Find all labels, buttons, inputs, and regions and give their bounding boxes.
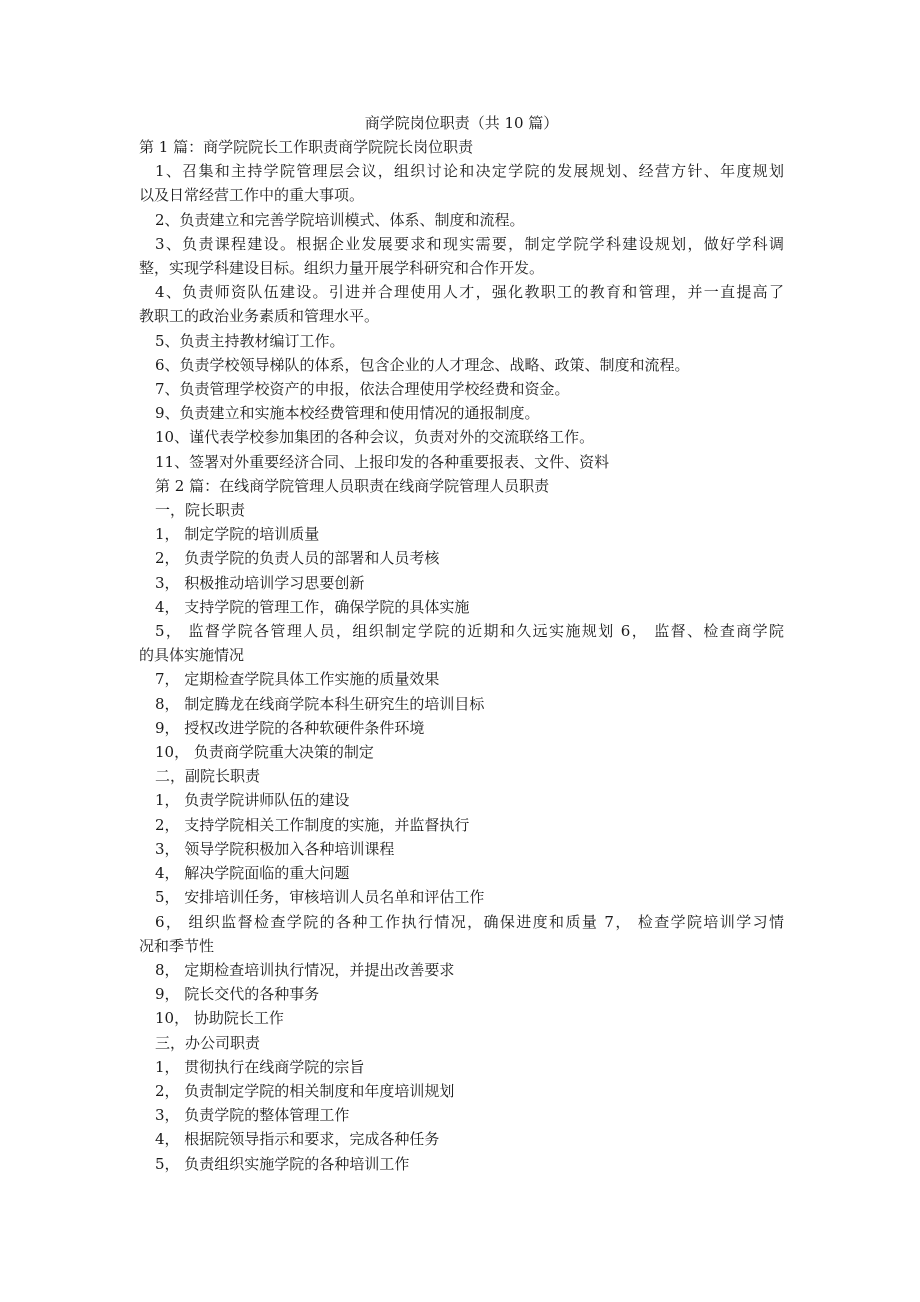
text-line: 3， 领导学院积极加入各种培训课程 [155,839,395,858]
text-line: 8， 制定腾龙在线商学院本科生研究生的培训目标 [155,694,485,713]
text-line: 1， 制定学院的培训质量 [155,525,320,544]
text-line: 9、负责建立和实施本校经费管理和使用情况的通报制度。 [155,404,540,423]
text-line: 3， 积极推动培训学习思要创新 [155,573,365,592]
text-line: 5， 监督学院各管理人员，组织制定学院的近期和久远实施规划 6， 监督、检查商学院 [155,622,784,641]
text-line: 10， 协助院长工作 [155,1009,284,1028]
text-line: 二，副院长职责 [155,767,261,786]
text-line: 5、负责主持教材编订工作。 [155,331,345,350]
text-line: 6， 组织监督检查学院的各种工作执行情况，确保进度和质量 7， 检查学院培训学习情 [155,912,784,931]
text-line: 况和季节性 [139,936,215,955]
text-line: 2、负责建立和完善学院培训模式、体系、制度和流程。 [155,210,525,229]
text-line: 10、谨代表学校参加集团的各种会议，负责对外的交流联络工作。 [155,428,595,447]
text-line: 9， 授权改进学院的各种软硬件条件环境 [155,718,425,737]
text-line: 4、负责师资队伍建设。引进并合理使用人才，强化教职工的教育和管理，并一直提高了 [155,283,784,302]
text-line: 6、负责学校领导梯队的体系，包含企业的人才理念、战略、政策、制度和流程。 [155,355,690,374]
text-line: 3， 负责学院的整体管理工作 [155,1106,350,1125]
text-line: 2， 支持学院相关工作制度的实施，并监督执行 [155,815,470,834]
text-line: 1， 贯彻执行在线商学院的宗旨 [155,1057,365,1076]
text-line: 4， 支持学院的管理工作，确保学院的具体实施 [155,597,470,616]
text-line: 7， 定期检查学院具体工作实施的质量效果 [155,670,440,689]
text-line: 2， 负责制定学院的相关制度和年度培训规划 [155,1081,455,1100]
text-line: 8， 定期检查培训执行情况，并提出改善要求 [155,960,455,979]
text-line: 的具体实施情况 [139,646,245,665]
text-line: 4， 根据院领导指示和要求，完成各种任务 [155,1130,440,1149]
document-body [139,112,784,1176]
text-line: 5， 安排培训任务，审核培训人员名单和评估工作 [155,888,485,907]
text-line: 1、召集和主持学院管理层会议，组织讨论和决定学院的发展规划、经营方针、年度规划 [155,162,784,181]
document-title: 商学院岗位职责（共 10 篇） [364,114,559,132]
text-line: 整，实现学科建设目标。组织力量开展学科研究和合作开发。 [139,259,545,278]
text-line: 教职工的政治业务素质和管理水平。 [139,307,380,326]
text-line: 5， 负责组织实施学院的各种培训工作 [155,1154,410,1173]
text-line: 4， 解决学院面临的重大问题 [155,864,350,883]
text-line: 10， 负责商学院重大决策的制定 [155,743,374,762]
text-line: 三，办公司职责 [155,1033,261,1052]
text-line: 一，院长职责 [155,501,246,520]
text-line: 7、负责管理学校资产的申报，依法合理使用学校经费和资金。 [155,380,570,399]
text-line: 3、负责课程建设。根据企业发展要求和现实需要，制定学院学科建设规划，做好学科调 [155,234,784,253]
text-line: 11、签署对外重要经济合同、上报印发的各种重要报表、文件、资料 [155,452,610,471]
text-line: 2， 负责学院的负责人员的部署和人员考核 [155,549,440,568]
text-line: 第 1 篇：商学院院长工作职责商学院院长岗位职责 [139,138,474,156]
text-line: 第 2 篇：在线商学院管理人员职责在线商学院管理人员职责 [155,476,550,495]
text-line: 1， 负责学院讲师队伍的建设 [155,791,350,810]
text-line: 以及日常经营工作中的重大事项。 [139,186,365,205]
text-line: 9， 院长交代的各种事务 [155,985,320,1004]
document-lines [139,135,784,1176]
